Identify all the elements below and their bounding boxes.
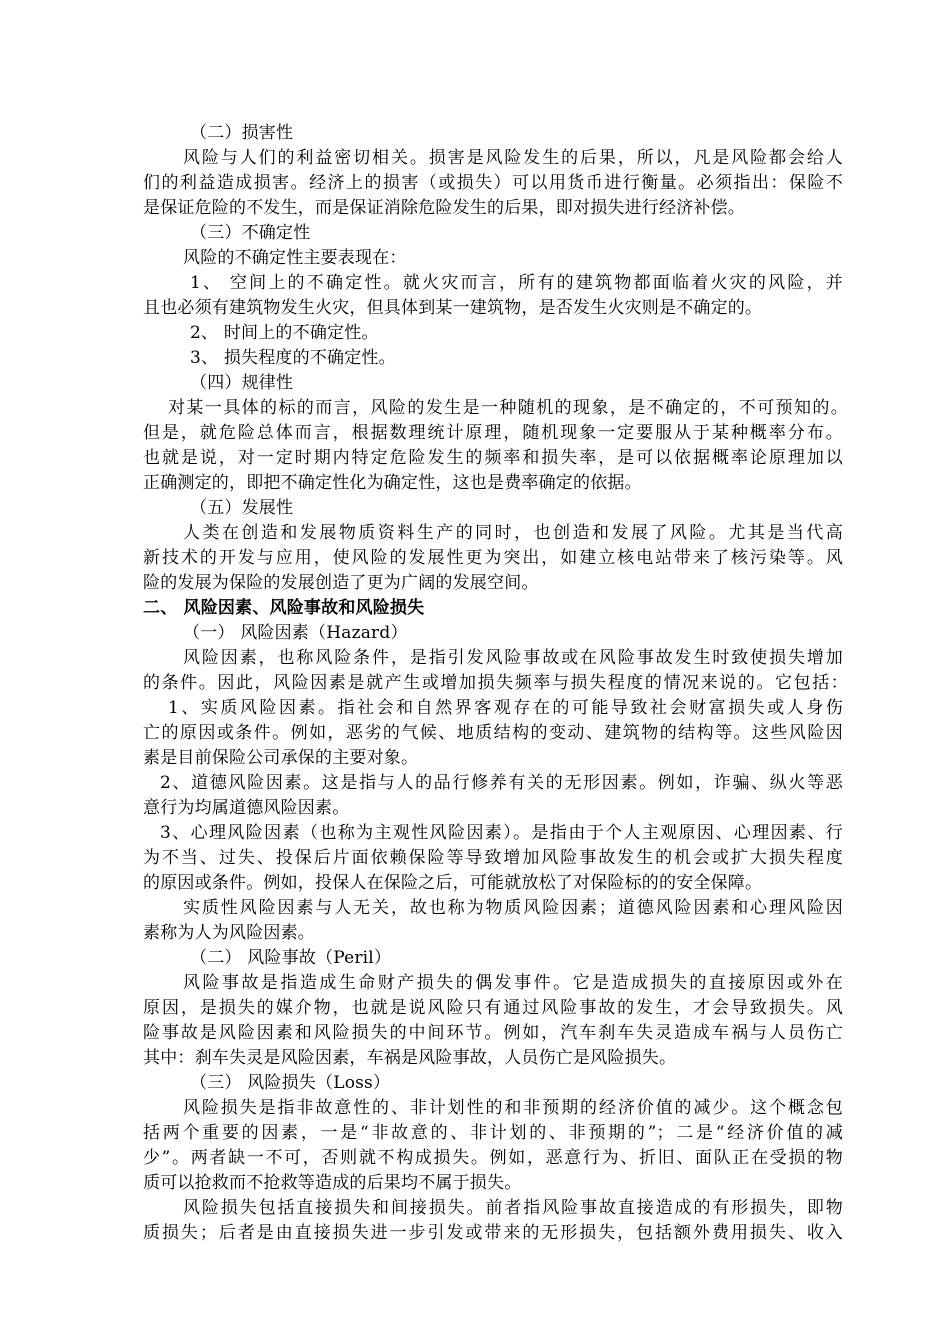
paragraph-line: 实质性风险因素与人无关，故也称为物质风险因素；道德风险因素和心理风险因 (183, 898, 843, 918)
list-item-line: 2、道德风险因素。这是指与人的品行修养有关的无形因素。例如，诈骗、纵火等恶 (160, 773, 843, 793)
heading-hazard: （一） 风险因素（Hazard） (183, 623, 408, 643)
paragraph-line: 其中：刹车失灵是风险因素，车祸是风险事故，人员伤亡是风险损失。 (143, 1048, 677, 1068)
paragraph-line: 风险的不确定性主要表现在： (183, 248, 407, 268)
paragraph-line: 风险事故是指造成生命财产损失的偶发事件。它是造成损失的直接原因或外在 (183, 973, 843, 993)
paragraph-line: 人类在创造和发展物质资料生产的同时，也创造和发展了风险。尤其是当代高 (183, 523, 843, 543)
list-item-line: 3、 损失程度的不确定性。 (190, 348, 396, 368)
list-item-line: 1、 空间上的不确定性。就火灾而言，所有的建筑物都面临着火灾的风险，并 (190, 273, 843, 293)
paragraph-line: 为不当、过失、投保后片面依赖保险等导致增加风险事故发生的机会或扩大损失程度 (143, 848, 843, 868)
list-item-line: 1、实质风险因素。指社会和自然界客观存在的可能导致社会财富损失或人身伤 (168, 698, 843, 718)
paragraph-line: 正确测定的，即把不确定性化为确定性，这也是费率确定的依据。 (143, 473, 642, 493)
paragraph-line: 对某一具体的标的而言，风险的发生是一种随机的现象，是不确定的，不可预知的。 (168, 398, 848, 418)
heading-loss: （三） 风险损失（Loss） (190, 1073, 391, 1093)
paragraph-line: 也就是说，对一定时期内特定危险发生的频率和损失率，是可以依据概率论原理加以 (143, 448, 843, 468)
heading-regularity: （四）规律性 (190, 373, 294, 393)
paragraph-line: 括两个重要的因素，一是“非故意的、非计划的、非预期的”；二是“经济价值的减 (143, 1123, 843, 1143)
list-item-line: 3、心理风险因素（也称为主观性风险因素）。是指由于个人主观原因、心理因素、行 (160, 823, 843, 843)
heading-harmfulness: （二）损害性 (190, 123, 294, 143)
paragraph-line: 风险损失是指非故意性的、非计划性的和非预期的经济价值的减少。这个概念包 (183, 1098, 843, 1118)
paragraph-line: 风险与人们的利益密切相关。损害是风险发生的后果，所以，凡是风险都会给人 (183, 148, 843, 168)
list-item-line: 2、 时间上的不确定性。 (190, 323, 379, 343)
paragraph-line: 质可以抢救而不抢救等造成的后果均不属于损失。 (143, 1173, 522, 1193)
paragraph-line: 且也必须有建筑物发生火灾，但具体到某一建筑物，是否发生火灾则是不确定的。 (143, 298, 763, 318)
section-heading: 二、 风险因素、风险事故和风险损失 (143, 598, 425, 618)
paragraph-line: 少”。两者缺一不可，否则就不构成损失。例如，恶意行为、折旧、面队正在受损的物 (143, 1148, 843, 1168)
heading-peril: （二） 风险事故（Peril） (190, 948, 392, 968)
paragraph-line: 的条件。因此，风险因素是就产生或增加损失频率与损失程度的情况来说的。它包括： (143, 673, 848, 693)
paragraph-line: 险事故是风险因素和风险损失的中间环节。例如，汽车刹车失灵造成车祸与人员伤亡 (143, 1023, 843, 1043)
heading-uncertainty: （三）不确定性 (190, 223, 311, 243)
heading-development: （五）发展性 (190, 498, 294, 518)
paragraph-line: 风险损失包括直接损失和间接损失。前者指风险事故直接造成的有形损失，即物 (183, 1198, 843, 1218)
paragraph-line: 是保证危险的不发生，而是保证消除危险发生的后果，即对损失进行经济补偿。 (143, 198, 745, 218)
paragraph-line: 但是，就危险总体而言，根据数理统计原理，随机现象一定要服从于某种概率分布。 (143, 423, 843, 443)
paragraph-line: 素是目前保险公司承保的主要对象。 (143, 748, 419, 768)
paragraph-line: 们的利益造成损害。经济上的损害（或损失）可以用货币进行衡量。必须指出：保险不 (143, 173, 843, 193)
paragraph-line: 亡的原因或条件。例如，恶劣的气候、地质结构的变动、建筑物的结构等。这些风险因 (143, 723, 843, 743)
paragraph-line: 素称为人为风险因素。 (143, 923, 315, 943)
paragraph-line: 质损失；后者是由直接损失进一步引发或带来的无形损失，包括额外费用损失、收入 (143, 1223, 843, 1243)
paragraph-line: 的原因或条件。例如，投保人在保险之后，可能就放松了对保险标的的安全保障。 (143, 873, 763, 893)
paragraph-line: 风险因素，也称风险条件，是指引发风险事故或在风险事故发生时致使损失增加 (183, 648, 843, 668)
paragraph-line: 原因，是损失的媒介物，也就是说风险只有通过风险事故的发生，才会导致损失。风 (143, 998, 843, 1018)
paragraph-line: 险的发展为保险的发展创造了更为广阔的发展空间。 (143, 573, 539, 593)
paragraph-line: 新技术的开发与应用，使风险的发展性更为突出，如建立核电站带来了核污染等。风 (143, 548, 843, 568)
paragraph-line: 意行为均属道德风险因素。 (143, 798, 350, 818)
